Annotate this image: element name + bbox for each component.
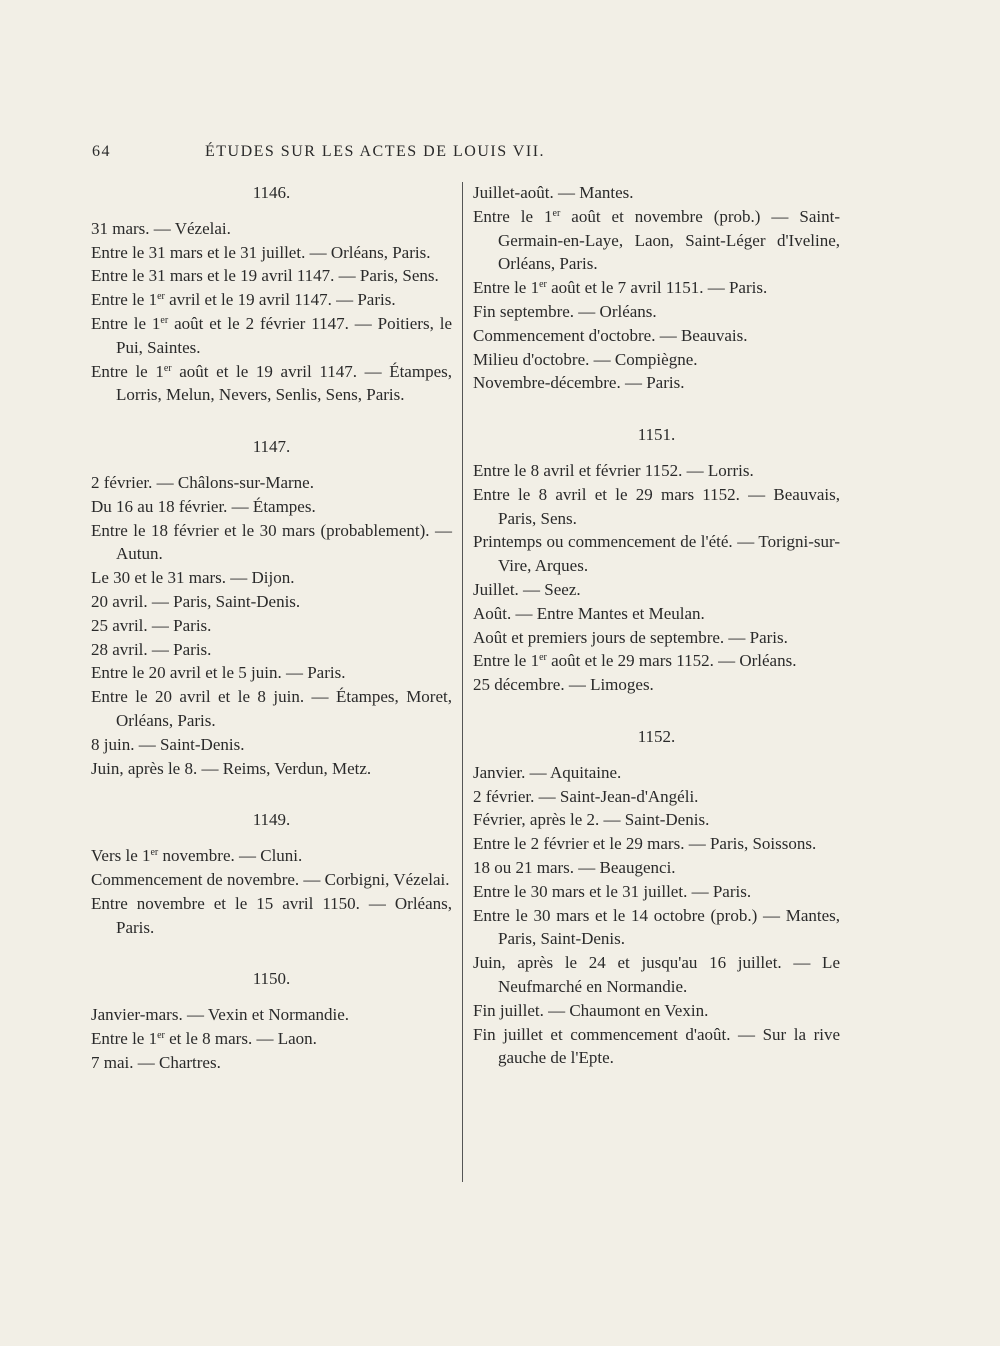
itinerary-entry: Commencement d'octobre. — Beauvais. bbox=[473, 325, 748, 345]
running-title: ÉTUDES SUR LES ACTES DE LOUIS VII. bbox=[204, 143, 546, 160]
itinerary-entry: 2 février. — Châlons-sur-Marne. bbox=[91, 472, 314, 492]
itinerary-entry: 2 février. — Saint-Jean-d'Angéli. bbox=[473, 786, 699, 806]
year-heading: 1150. bbox=[252, 969, 291, 989]
itinerary-entry: 25 avril. — Paris. bbox=[91, 615, 212, 635]
itinerary-entry: Vers le 1er novembre. — Cluni. bbox=[91, 846, 303, 866]
itinerary-entry: Janvier. — Aquitaine. bbox=[473, 762, 622, 782]
itinerary-entry: Novembre-décembre. — Paris. bbox=[473, 373, 685, 393]
itinerary-entry: Entre le 1er août et le 29 mars 1152. — Orléans. bbox=[473, 651, 797, 671]
left-column bbox=[91, 181, 452, 1075]
itinerary-entry: 8 juin. — Saint-Denis. bbox=[91, 734, 245, 754]
year-heading: 1152. bbox=[637, 726, 676, 746]
itinerary-entry: Entre le 30 mars et le 31 juillet. — Paris. bbox=[473, 881, 752, 901]
itinerary-entry: Entre le 2 février et le 29 mars. — Paris, Soissons. bbox=[473, 834, 817, 854]
itinerary-entry: Entre le 1er août et le 2 février 1147. — Poitiers, le Pui, Saintes. bbox=[91, 313, 452, 357]
column-divider bbox=[462, 182, 463, 1182]
year-heading: 1147. bbox=[252, 437, 291, 457]
itinerary-entry: 25 décembre. — Limoges. bbox=[473, 675, 654, 695]
itinerary-entry: 7 mai. — Chartres. bbox=[91, 1052, 221, 1072]
itinerary-entry: Entre le 8 avril et février 1152. — Lorris. bbox=[473, 460, 754, 480]
itinerary-entry: Entre le 30 mars et le 14 octobre (prob.) — Mantes, Paris, Saint-Denis. bbox=[473, 905, 840, 949]
year-heading: 1146. bbox=[252, 183, 291, 202]
itinerary-entry: Entre le 1er août et le 19 avril 1147. — Étampes, Lorris, Melun, Nevers, Senlis, Sens, Paris. bbox=[91, 361, 452, 405]
itinerary-entry: Entre le 1er août et le 7 avril 1151. — Paris. bbox=[473, 278, 768, 298]
itinerary-entry: Entre le 18 février et le 30 mars (probablement). — Autun. bbox=[91, 520, 452, 564]
itinerary-entry: Février, après le 2. — Saint-Denis. bbox=[473, 810, 710, 830]
itinerary-entry: Entre le 20 avril et le 5 juin. — Paris. bbox=[91, 663, 346, 683]
itinerary-entry: Fin juillet et commencement d'août. — Sur la rive gauche de l'Epte. bbox=[473, 1024, 840, 1068]
itinerary-entry: Juillet. — Seez. bbox=[473, 579, 581, 599]
itinerary-entry: Fin septembre. — Orléans. bbox=[473, 301, 657, 321]
itinerary-entry: Entre le 1er et le 8 mars. — Laon. bbox=[91, 1028, 317, 1048]
itinerary-entry: 20 avril. — Paris, Saint-Denis. bbox=[91, 591, 301, 611]
itinerary-entry: Fin juillet. — Chaumont en Vexin. bbox=[473, 1000, 709, 1020]
itinerary-entry: Printemps ou commencement de l'été. — Torigni-sur-Vire, Arques. bbox=[473, 532, 840, 576]
itinerary-entry: Commencement de novembre. — Corbigni, Vézelai. bbox=[91, 869, 450, 889]
itinerary-entry: Entre le 1er août et novembre (prob.) — Saint-Germain-en-Laye, Laon, Saint-Léger d'Iveline, Orléans, Paris. bbox=[473, 206, 840, 274]
itinerary-entry: Janvier-mars. — Vexin et Normandie. bbox=[91, 1005, 350, 1025]
itinerary-entry: Août et premiers jours de septembre. — Paris. bbox=[473, 627, 788, 647]
itinerary-entry: Le 30 et le 31 mars. — Dijon. bbox=[91, 568, 295, 588]
itinerary-entry: Août. — Entre Mantes et Meulan. bbox=[473, 603, 705, 623]
itinerary-entry: Entre novembre et le 15 avril 1150. — Orléans, Paris. bbox=[91, 893, 452, 937]
itinerary-entry: Juillet-août. — Mantes. bbox=[473, 183, 634, 202]
itinerary-entry: 18 ou 21 mars. — Beaugenci. bbox=[473, 857, 676, 877]
year-heading: 1149. bbox=[252, 810, 291, 830]
itinerary-entry: Entre le 31 mars et le 19 avril 1147. — Paris, Sens. bbox=[91, 266, 439, 286]
itinerary-entry: Entre le 31 mars et le 31 juillet. — Orléans, Paris. bbox=[91, 242, 431, 262]
itinerary-entry: 28 avril. — Paris. bbox=[91, 639, 212, 659]
year-heading: 1151. bbox=[637, 425, 676, 445]
itinerary-entry: 31 mars. — Vézelai. bbox=[91, 218, 231, 238]
itinerary-entry: Entre le 1er avril et le 19 avril 1147. — Paris. bbox=[91, 290, 396, 310]
itinerary-entry: Juin, après le 24 et jusqu'au 16 juillet. — Le Neufmarché en Normandie. bbox=[473, 953, 840, 996]
itinerary-entry: Milieu d'octobre. — Compiègne. bbox=[473, 349, 698, 369]
itinerary-entry: Juin, après le 8. — Reims, Verdun, Metz. bbox=[91, 758, 372, 778]
itinerary-entry: Entre le 8 avril et le 29 mars 1152. — Beauvais, Paris, Sens. bbox=[473, 484, 840, 528]
itinerary-entry: Du 16 au 18 février. — Étampes. bbox=[91, 496, 316, 516]
page-header bbox=[92, 143, 658, 167]
itinerary-entry: Entre le 20 avril et le 8 juin. — Étampes, Moret, Orléans, Paris. bbox=[91, 687, 452, 730]
page-number: 64 bbox=[92, 143, 111, 160]
right-column bbox=[473, 181, 840, 1070]
